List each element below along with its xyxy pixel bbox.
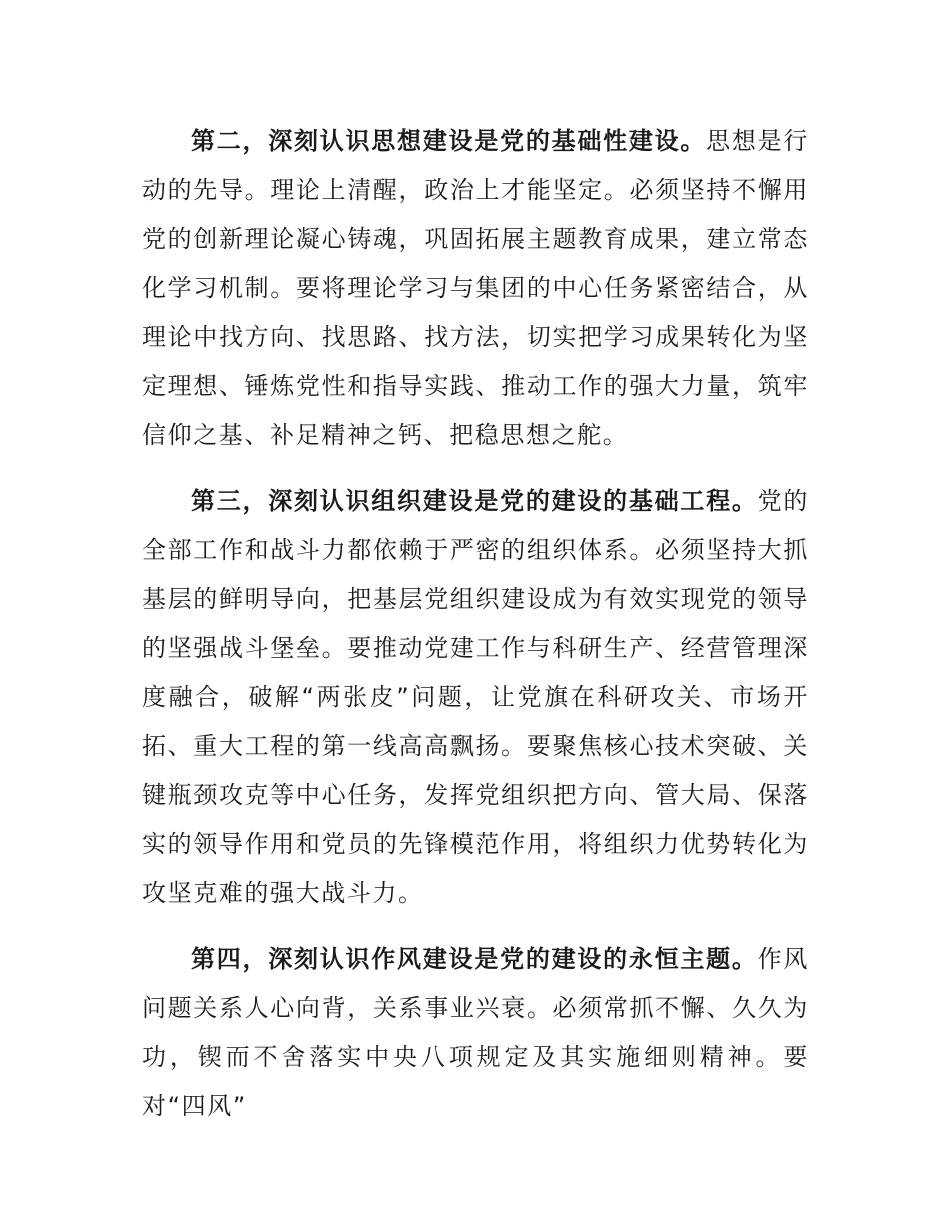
paragraph-text: 党的全部工作和战斗力都依赖于严密的组织体系。必须坚持大抓基层的鲜明导向，把基层党组织建设成为有效实现党的领导的坚强战斗堡垒。要推动党建工作与科研生产、经营管理深度融合，破解“两张皮”问题，让党旗在科研攻关、市场开拓、重大工程的第一线高高飘扬。要聚焦核心技术突破、关键瓶颈攻克等中心任务，发挥党组织把方向、管大局、保落实的领导作用和党员的先锋模范作用，将组织力优势转化为攻坚克难的强大战斗力。 [142,487,809,907]
paragraph-second [142,117,809,460]
paragraph-text: 思想是行动的先导。理论上清醒，政治上才能坚定。必须坚持不懈用党的创新理论凝心铸魂，巩固拓展主题教育成果，建立常态化学习机制。要将理论学习与集团的中心任务紧密结合，从理论中找方向、找思路、找方法，切实把学习成果转化为坚定理想、锤炼党性和指导实践、推动工作的强大力量，筑牢信仰之基、补足精神之钙、把稳思想之舵。 [142,127,809,449]
paragraph-heading: 第四，深刻认识作风建设是党的建设的永恒主题。 [191,945,758,973]
paragraph-fourth [142,935,809,1131]
paragraph-third [142,477,809,918]
paragraph-heading: 第二，深刻认识思想建设是党的基础性建设。 [191,127,707,155]
paragraph-heading: 第三，深刻认识组织建设是党的建设的基础工程。 [191,487,758,515]
paragraph-text: 作风问题关系人心向背，关系事业兴衰。必须常抓不懈、久久为功，锲而不舍落实中央八项规定及其实施细则精神。要对“四风” [142,945,809,1120]
document-body [142,117,809,1148]
